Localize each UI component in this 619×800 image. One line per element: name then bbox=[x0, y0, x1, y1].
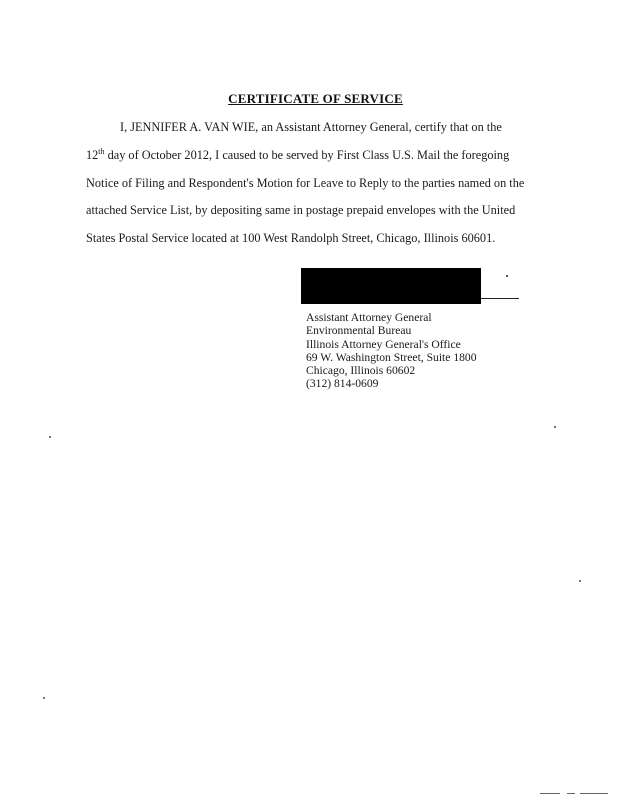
document-title: CERTIFICATE OF SERVICE bbox=[228, 91, 403, 106]
scan-artifact bbox=[567, 793, 575, 794]
office-city: Chicago, Illinois 60602 bbox=[306, 364, 416, 378]
signer-bureau: Environmental Bureau bbox=[306, 324, 412, 338]
paragraph-line-1: I, JENNIFER A. VAN WIE, an Assistant Attorney General, certify that on the bbox=[120, 120, 502, 134]
signature-redaction-box bbox=[301, 268, 481, 304]
scan-speck bbox=[506, 275, 508, 277]
paragraph-line-2-text: day of October 2012, I caused to be served by First Class U.S. Mail the foregoing bbox=[104, 148, 510, 162]
service-day-suffix: th bbox=[98, 146, 105, 156]
scan-speck bbox=[49, 436, 51, 438]
scan-speck bbox=[579, 580, 581, 582]
paragraph-line-3: Notice of Filing and Respondent's Motion for Leave to Reply to the parties named on the bbox=[86, 176, 525, 190]
paragraph-line-5: States Postal Service located at 100 West Randolph Street, Chicago, Illinois 60601. bbox=[86, 231, 496, 245]
paragraph-line-2 bbox=[86, 148, 509, 163]
office-street: 69 W. Washington Street, Suite 1800 bbox=[306, 350, 477, 364]
scan-speck bbox=[554, 426, 556, 428]
scan-artifact bbox=[580, 793, 608, 794]
office-phone: (312) 814-0609 bbox=[306, 377, 379, 391]
scan-artifact bbox=[540, 793, 560, 794]
signature-block bbox=[306, 311, 477, 391]
paragraph-line-4: attached Service List, by depositing same in postage prepaid envelopes with the United bbox=[86, 203, 516, 217]
service-day: 12 bbox=[86, 148, 99, 162]
signature-line bbox=[481, 298, 519, 299]
scan-speck bbox=[43, 697, 45, 699]
signer-office: Illinois Attorney General's Office bbox=[306, 337, 461, 351]
signer-title: Assistant Attorney General bbox=[306, 311, 432, 324]
